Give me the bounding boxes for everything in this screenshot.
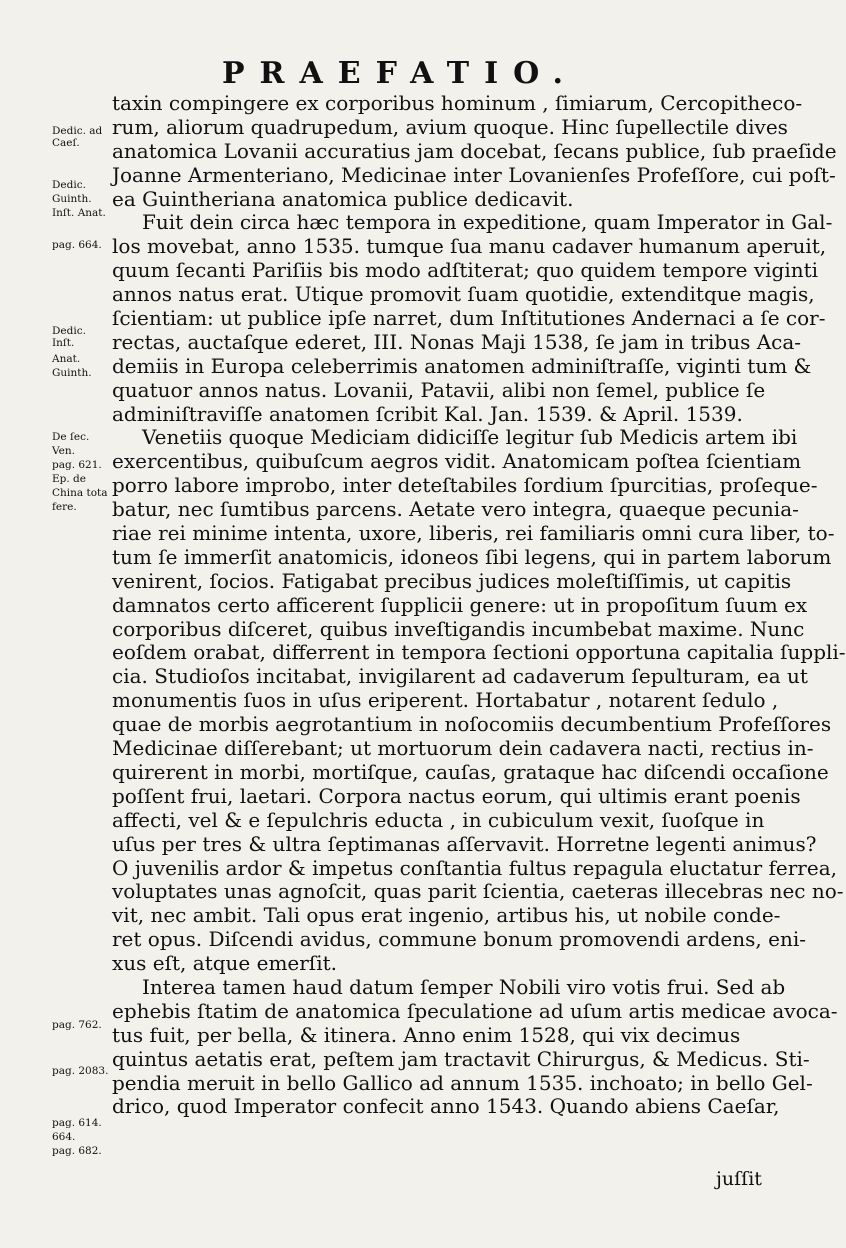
margin-note: pag. 2083. [52, 1065, 109, 1077]
margin-note: Caeſ. [52, 137, 80, 149]
text-line: Venetiis quoque Mediciam didiciſſe legitur ſub Medicis artem ibi [142, 425, 798, 450]
margin-note: Anat. [52, 353, 81, 365]
margin-note: Ven. [52, 445, 75, 457]
margin-note: Dedic. [52, 325, 86, 337]
text-line: vit, nec ambit. Tali opus erat ingenio, artibus his, ut nobile conde- [112, 903, 781, 928]
catchword: juſſit [716, 1168, 762, 1190]
margin-note: Dedic. [52, 179, 86, 191]
text-line: rectas, auctaſque ederet, III. Nonas Maji 1538, ſe jam in tribus Aca- [112, 329, 802, 354]
text-line: venirent, ſocios. Fatigabat precibus judices moleſtiſſimis, ut capitis [112, 568, 792, 593]
text-line: los movebat, anno 1535. tumque ſua manu cadaver humanum aperuit, [112, 234, 827, 259]
text-line: ſcientiam: ut publice ipſe narret, dum Inſtitutiones Andernaci a ſe cor- [112, 306, 826, 331]
text-line: pendia meruit in bello Gallico ad annum 1535. inchoato; in bello Gel- [112, 1070, 813, 1095]
page-header: PRAEFATIO. [222, 56, 578, 91]
text-line: annos natus erat. Utique promovit ſuam quotidie, extenditque magis, [112, 282, 815, 307]
text-line: affecti, vel & e ſepulchris educta , in cubiculum vexit, ſuoſque in [112, 807, 765, 832]
text-line: cia. Studioſos incitabat, invigilarent ad cadaverum ſepulturam, ea ut [112, 664, 808, 689]
text-line: xus eſt, atque emerſit. [112, 951, 337, 976]
text-line: quirerent in morbi, mortiſque, cauſas, grataque hac diſcendi occaſione [112, 759, 829, 784]
text-line: rum, aliorum quadrupedum, avium quoque. Hinc ſupellectile dives [112, 114, 788, 139]
margin-note: pag. 614. [52, 1117, 102, 1129]
text-line: anatomica Lovanii accuratius jam docebat, ſecans publice, ſub praeſide [112, 138, 837, 163]
main-text [112, 91, 846, 1119]
text-line: poſſent frui, laetari. Corpora nactus eorum, qui ultimis erant poenis [112, 783, 801, 808]
text-line: Medicinae diſſerebant; ut mortuorum dein cadavera nacti, rectius in- [112, 736, 814, 761]
margin-note: pag. 682. [52, 1145, 102, 1157]
text-line: damnatos certo afficerent ſupplicii genere: ut in propoſitum ſuum ex [112, 592, 808, 617]
text-line: exercentibus, quibuſcum aegros vidit. Anatomicam poſtea ſcientiam [112, 449, 802, 474]
text-line: quintus aetatis erat, peſtem jam tractavit Chirurgus, & Medicus. Sti- [112, 1046, 810, 1071]
margin-note: Dedic. ad [52, 125, 103, 137]
text-line: porro labore improbo, inter deteſtabiles ſordium ſpurcitias, proſeque- [112, 473, 818, 498]
text-line: Joanne Armenteriano, Medicinae inter Lovanienſes Profeſſore, cui poſt- [112, 162, 836, 187]
margin-note: pag. 762. [52, 1019, 102, 1031]
text-line: corporibus diſceret, quibus inveſtigandis incumbebat maxime. Nunc [112, 616, 805, 641]
margin-note: Guinth. [52, 367, 92, 379]
text-line: tum ſe immerſit anatomicis, idoneos ſibi legens, qui in partem laborum [112, 544, 832, 569]
text-line: Fuit dein circa hæc tempora in expeditione, quam Imperator in Gal- [142, 210, 833, 235]
margin-note: De ſec. [52, 431, 90, 443]
text-line: quum ſecanti Pariſiis bis modo adſtiterat; quo quidem tempore viginti [112, 258, 819, 283]
margin-note: Inſt. Anat. [52, 207, 106, 219]
text-line: voluptates unas agnoſcit, quas parit ſcientia, caeteras illecebras nec no- [112, 879, 844, 904]
text-line: taxin compingere ex corporibus hominum , ſimiarum, Cercopitheco- [112, 91, 803, 115]
text-line: ephebis ſtatim de anatomica ſpeculatione ad uſum artis medicae avoca- [112, 998, 838, 1023]
text-line: O juvenilis ardor & impetus conſtantia fultus repagula eluctatur ferrea, [112, 855, 837, 880]
text-line: batur, nec ſumtibus parcens. Aetate vero integra, quaeque pecunia- [112, 497, 799, 522]
text-line: tus fuit, per bella, & itinera. Anno enim 1528, qui vix decimus [112, 1022, 741, 1047]
margin-note: 664. [52, 1131, 76, 1143]
text-line: ea Guintheriana anatomica publice dedicavit. [112, 186, 574, 211]
text-line: quatuor annos natus. Lovanii, Patavii, alibi non ſemel, publice ſe [112, 377, 766, 402]
margin-note: Inſt. [52, 337, 75, 349]
text-line: adminiſtraviſſe anatomen ſcribit Kal. Jan. 1539. & April. 1539. [112, 401, 743, 426]
text-line: ret opus. Diſcendi avidus, commune bonum promovendi ardens, eni- [112, 927, 806, 952]
text-line: quae de morbis aegrotantium in noſocomiis decumbentium Profeſſores [112, 712, 832, 737]
text-line: eoſdem orabat, differrent in tempora ſectioni opportuna capitalia ſuppli- [112, 640, 846, 665]
margin-note: China tota [52, 487, 108, 499]
text-line: uſus per tres & ultra ſeptimanas aſſervavit. Horretne legenti animus? [112, 831, 817, 856]
margin-note: Ep. de [52, 473, 86, 485]
text-line: riae rei minime intenta, uxore, liberis, rei familiaris omni cura liber, to- [112, 521, 835, 546]
text-line: drico, quod Imperator confecit anno 1543. Quando abiens Caeſar, [112, 1094, 780, 1119]
margin-note: Guinth. [52, 193, 92, 205]
margin-note: pag. 621. [52, 459, 102, 471]
text-line: monumentis ſuos in uſus eriperent. Hortabatur , notarent ſedulo , [112, 688, 779, 713]
text-line: demiis in Europa celeberrimis anatomen adminiſtraſſe, viginti tum & [112, 353, 812, 378]
margin-note: fere. [52, 501, 77, 513]
margin-note: pag. 664. [52, 239, 102, 251]
text-line: Interea tamen haud datum ſemper Nobili viro votis frui. Sed ab [142, 974, 786, 999]
